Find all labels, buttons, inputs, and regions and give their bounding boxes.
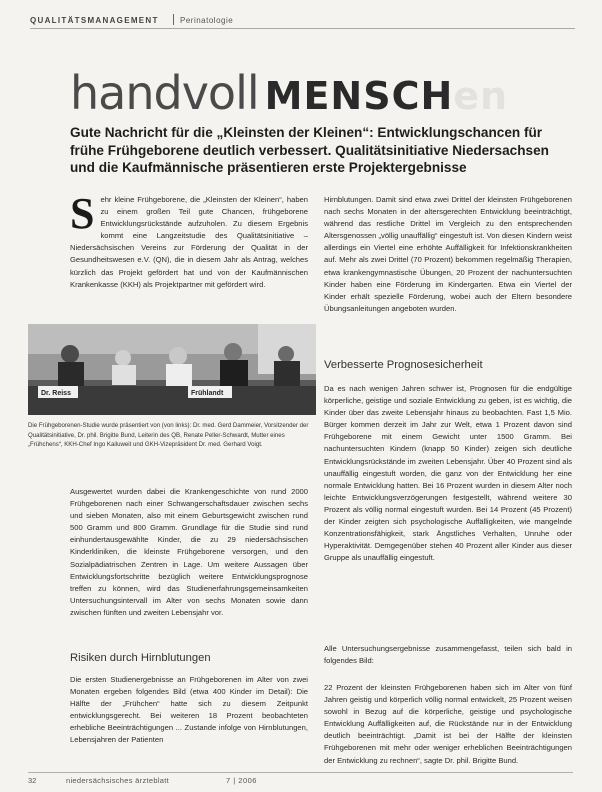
title-ghost: en (453, 74, 509, 118)
column2-top: Hirnblutungen. Damit sind etwa zwei Drittel der kleinsten Frühgeborenen nach sechs Monaten in der altersgerechten Entwicklung beeinträchtigt, während das restliche Drittel im Vergleich zu den entsprechenden Altersgenossen „völlig unauffällig“ eingestuft ist. Von diesen Kindern weist allerdings ein Viertel eine erhöhte Auffälligkeit für Infektionskrankheiten auf. Mehr als zwei Drittel (70 Prozent) bekommen regelmäßig Therapien, etwa krankengymnastische Übungen, 20 Prozent der nachuntersuchten Kinder haben eine Förderung im Kindergarten. Etwa ein Viertel der Kinder erhält spezielle Förderung, wobei auch der Eltern besondere Übungsanleitungen angeboten wurden. (324, 195, 572, 313)
magazine-name: niedersächsisches ärzteblatt (66, 776, 170, 785)
title-light: handvoll (70, 66, 259, 120)
page-header (30, 14, 575, 28)
page-number: 32 (28, 776, 37, 785)
rubric-label: Perinatologie (180, 16, 234, 25)
drop-cap: S (70, 189, 95, 238)
section-label: QUALITÄTSMANAGEMENT (30, 16, 159, 25)
title-bold: MENSCH (264, 74, 454, 118)
intro-text: ehr kleine Frühgeborene, die „Kleinsten der Kleinen“, haben zu einem großen Teil gute Chancen, frühgeborene Entwicklungsrückstände aufzuholen. Zu diesem Ergebnis kommt eine Langzeitstudie des Qualitätsinitiative – Niedersächsischen Vereins zur Förderung der Qualität in der Gesundheitswesen e.V. (QN), die in diesem Jahr als Antrag, welches kürzlich das Projekt gefördert hat und von der Kaufmännischen Krankenkasse (KKH) als Projektpartner mit gefördert wird. (70, 195, 308, 289)
column1-body: Ausgewertet wurden dabei die Krankengeschichte von rund 2000 Frühgeborenen nach einer Schwangerschaftsdauer zwischen sechs und sieben Monaten, also mit einem Geburtsgewicht zwischen rund 500 Gramm und 800 Gramm. Grundlage für die Studie sind rund einhundertausgewählte Kinder, die zu 29 niedersächsischen Kinderkliniken, die kleinste Frühgeborene versorgen, und den Sozialpädiatrischen Zentren in Lage. Um weitere Aussagen über Entwicklungsfortschritte bezüglich weitere Entwicklungsprognose treffen zu können, wird das Studienerfahrungsgemeinsamkeiten Untersuchungsintervall im Alter von sechs Monaten sowie dann zwischen fünften und zweiten Lebensjahr vor. (70, 487, 308, 617)
article-title (70, 66, 600, 126)
page-footer (28, 772, 573, 786)
column2-summary-line: Alle Untersuchungsergebnisse zusammengefasst, teilen sich bald in folgendes Bild: (324, 644, 572, 666)
nameplate-right: Frühlandt (191, 390, 224, 397)
article-subtitle: Gute Nachricht für die „Kleinsten der Kleinen“: Entwicklungschancen für frühe Frühgeborene deutlich verbessert. Qualitätsinitiative Niedersachsen und die Kaufmännische präsentieren erste Projektergebnisse (70, 125, 549, 175)
column1-bottom: Die ersten Studienergebnisse an Frühgeborenen im Alter von zwei Monaten ergeben folgendes Bild (etwa 400 Kinder im Detail): Die Hälfte der „Frühchen“ hatte sich zu diesem Zeitpunkt entwicklungsgerecht. Bei weiteren 18 Prozent beobachteten erhebliche Beeinträchtigungen ... Zustande infolge von Hirnblutungen, Lebensjahren der Patienten (70, 675, 308, 745)
subheading-risks: Risiken durch Hirnblutungen (70, 652, 211, 664)
photo-caption: Die Frühgeborenen-Studie wurde präsentiert von (von links): Dr. med. Gerd Dammeier, Vorsitzender der Qualitätsinitiative, Dr. phil. Brigitte Bund, Leiterin des QB, Renate Peller-Schwardt, Mutter eines „Frühchens“, KKH-Chef Ingo Kailuweit und GKH-Vizepräsident Dr. med. Gerhard Voigt. (28, 422, 309, 449)
intro-paragraph (70, 189, 308, 291)
header-rule (30, 28, 575, 29)
subheading-prognosis: Verbesserte Prognosesicherheit (324, 359, 483, 371)
footer-rule (28, 772, 573, 773)
press-conference-photo (28, 324, 316, 415)
header-separator (173, 14, 174, 25)
issue-number: 7 | 2006 (226, 776, 257, 785)
column2-middle: Da es nach wenigen Jahren schwer ist, Prognosen für die endgültige körperliche, geistige und soziale Entwicklung zu geben, ist es wichtig, die Kinder über das zweite Lebensjahr hinaus zu beobachten. Fast 1,5 Mio. Bürger kommen derzeit im Jahr zur Welt, etwa 1 Prozent davon sind Frühgeborene mit einem Gewicht unter 1500 Gramm. Bei nachuntersuchten Kindern (knapp 50 Kinder) zeigen sich deutliche Entwicklungsrückstände im zweiten Lebensjahr. Über 40 Prozent sind als unauffällig eingestuft worden, die ganz von der Entwicklung her eine normale Entwicklung hatten. Bei 16 Prozent wurden in diesem Alter noch leichte Entwicklungsverzögerungen festgestellt, während weitere 30 Prozent als völlig normal eingestuft wurden. Bei 14 Prozent (45 Prozent) der Kinder zeigten sich psychologische Auffälligkeiten, wie mangelnde Konzentrationsfähigkeit, stark Ängstliches Verhalten, Unruhe oder Hyperaktivität. Demgegenüber stehen 40 Prozent aller Kinder aus dieser Gruppe als unauffällig eingestuft. (324, 384, 572, 563)
column2-bottom: 22 Prozent der kleinsten Frühgeborenen haben sich im Alter von fünf Jahren geistig und körperlich völlig normal entwickelt, 25 Prozent weisen sowohl in Bezug auf die körperliche, geistige und psychologische Entwicklung Auffälligkeiten auf, die Rückstände nur in der Entwicklung deutlich beeinträchtigt. „Damit ist bei der Hälfte der kleinsten Frühgeborenen mit mehr oder weniger erheblichen Beeinträchtigungen der Entwicklung zu rechnen“, sagte Dr. phil. Brigitte Bund. (324, 683, 572, 765)
nameplate-left: Dr. Reiss (41, 390, 71, 397)
